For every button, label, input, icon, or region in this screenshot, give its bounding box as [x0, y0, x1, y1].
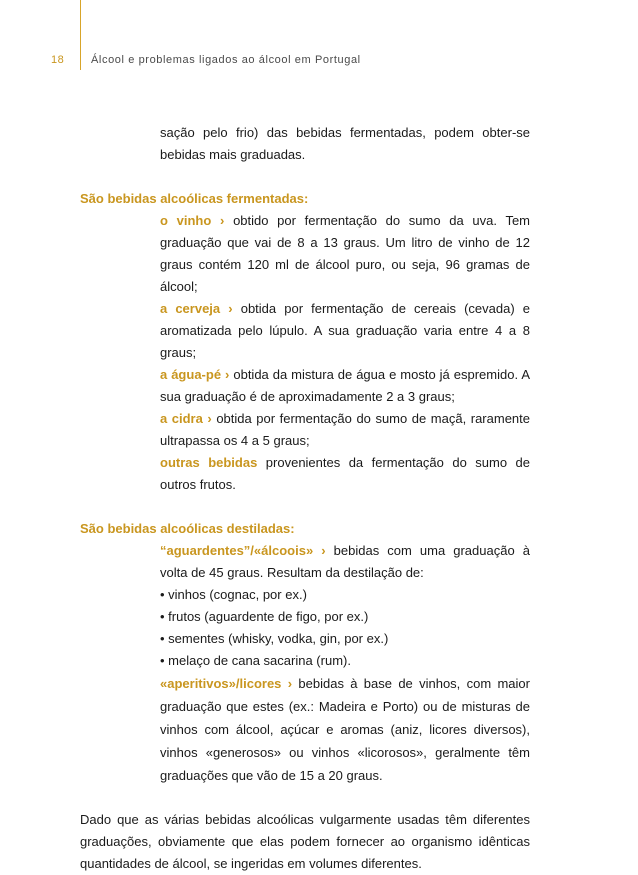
distilled-item-aperitivos	[80, 672, 530, 787]
conclusion-paragraph: Dado que as várias bebidas alcoólicas vulgarmente usadas têm diferentes graduações, obviamente que elas podem fornecer ao organismo idênticas quantidades de álcool, se ingeridas em volumes diferentes.	[80, 812, 530, 871]
chevron-right-icon: ›	[321, 543, 326, 558]
fermented-item-agua-pe	[80, 364, 530, 408]
cider-description: obtida por fermentação do sumo de maçã, raramente ultrapassa os 4 a 5 graus;	[160, 411, 530, 448]
term-wine: o vinho	[160, 213, 212, 228]
distilled-section-title: São bebidas alcoólicas destiladas:	[80, 521, 295, 536]
aperitivos-description: bebidas à base de vinhos, com maior graduação que estes (ex.: Madeira e Porto) ou de misturas de vinhos com álcool, açúcar e aromas (aniz, licores diversos), vinhos «generosos» ou vinhos «licorosos», geralmente têm graduações que vão de 15 a 20 graus.	[160, 676, 530, 783]
beer-description: obtida por fermentação de cereais (cevada) e aromatizada pelo lúpulo. A sua graduação varia entre 4 a 8 graus;	[160, 301, 530, 360]
fermented-item-others	[80, 452, 530, 496]
bullet-item: • melaço de cana sacarina (rum).	[160, 653, 351, 668]
wine-description: obtido por fermentação do sumo da uva. Tem graduação que vai de 8 a 13 graus. Um litro de vinho de 12 graus contém 120 ml de álcool puro, ou seja, 96 gramas de álcool;	[160, 213, 531, 294]
page-body	[80, 122, 530, 875]
aguardentes-description: bebidas com uma graduação à volta de 45 graus. Resultam da destilação de:	[160, 543, 530, 580]
running-title: Álcool e problemas ligados ao álcool em Portugal	[91, 54, 361, 66]
bullet-item: • frutos (aguardente de figo, por ex.)	[160, 609, 369, 624]
other-drinks-description: provenientes da fermentação do sumo de outros frutos.	[160, 455, 530, 492]
chevron-right-icon: ›	[220, 213, 225, 228]
chevron-right-icon: ›	[225, 367, 230, 382]
agua-pe-description: obtida da mistura de água e mosto já espremido. A sua graduação é de aproximadamente 2 a 3 graus;	[160, 367, 530, 404]
page-number: 18	[51, 54, 65, 66]
term-other-drinks: outras bebidas	[160, 455, 258, 470]
bullet-item: • vinhos (cognac, por ex.)	[160, 587, 307, 602]
term-cider: a cidra	[160, 411, 203, 426]
fermented-item-cider	[80, 408, 530, 452]
distilled-item-aguardentes	[80, 540, 530, 584]
term-beer: a cerveja	[160, 301, 221, 316]
intro-paragraph: sação pelo frio) das bebidas fermentadas, podem obter-se bebidas mais graduadas.	[160, 125, 530, 162]
chevron-right-icon: ›	[287, 676, 293, 691]
fermented-item-beer	[80, 298, 530, 364]
chevron-right-icon: ›	[228, 301, 233, 316]
header-divider-line	[80, 0, 81, 70]
fermented-item-wine	[80, 210, 530, 298]
term-aperitivos: «aperitivos»/licores	[160, 676, 282, 691]
term-aguardentes: “aguardentes”/«álcoois»	[160, 543, 314, 558]
bullet-item: • sementes (whisky, vodka, gin, por ex.)	[160, 631, 389, 646]
chevron-right-icon: ›	[207, 411, 212, 426]
fermented-section-title: São bebidas alcoólicas fermentadas:	[80, 191, 309, 206]
term-agua-pe: a água-pé	[160, 367, 222, 382]
